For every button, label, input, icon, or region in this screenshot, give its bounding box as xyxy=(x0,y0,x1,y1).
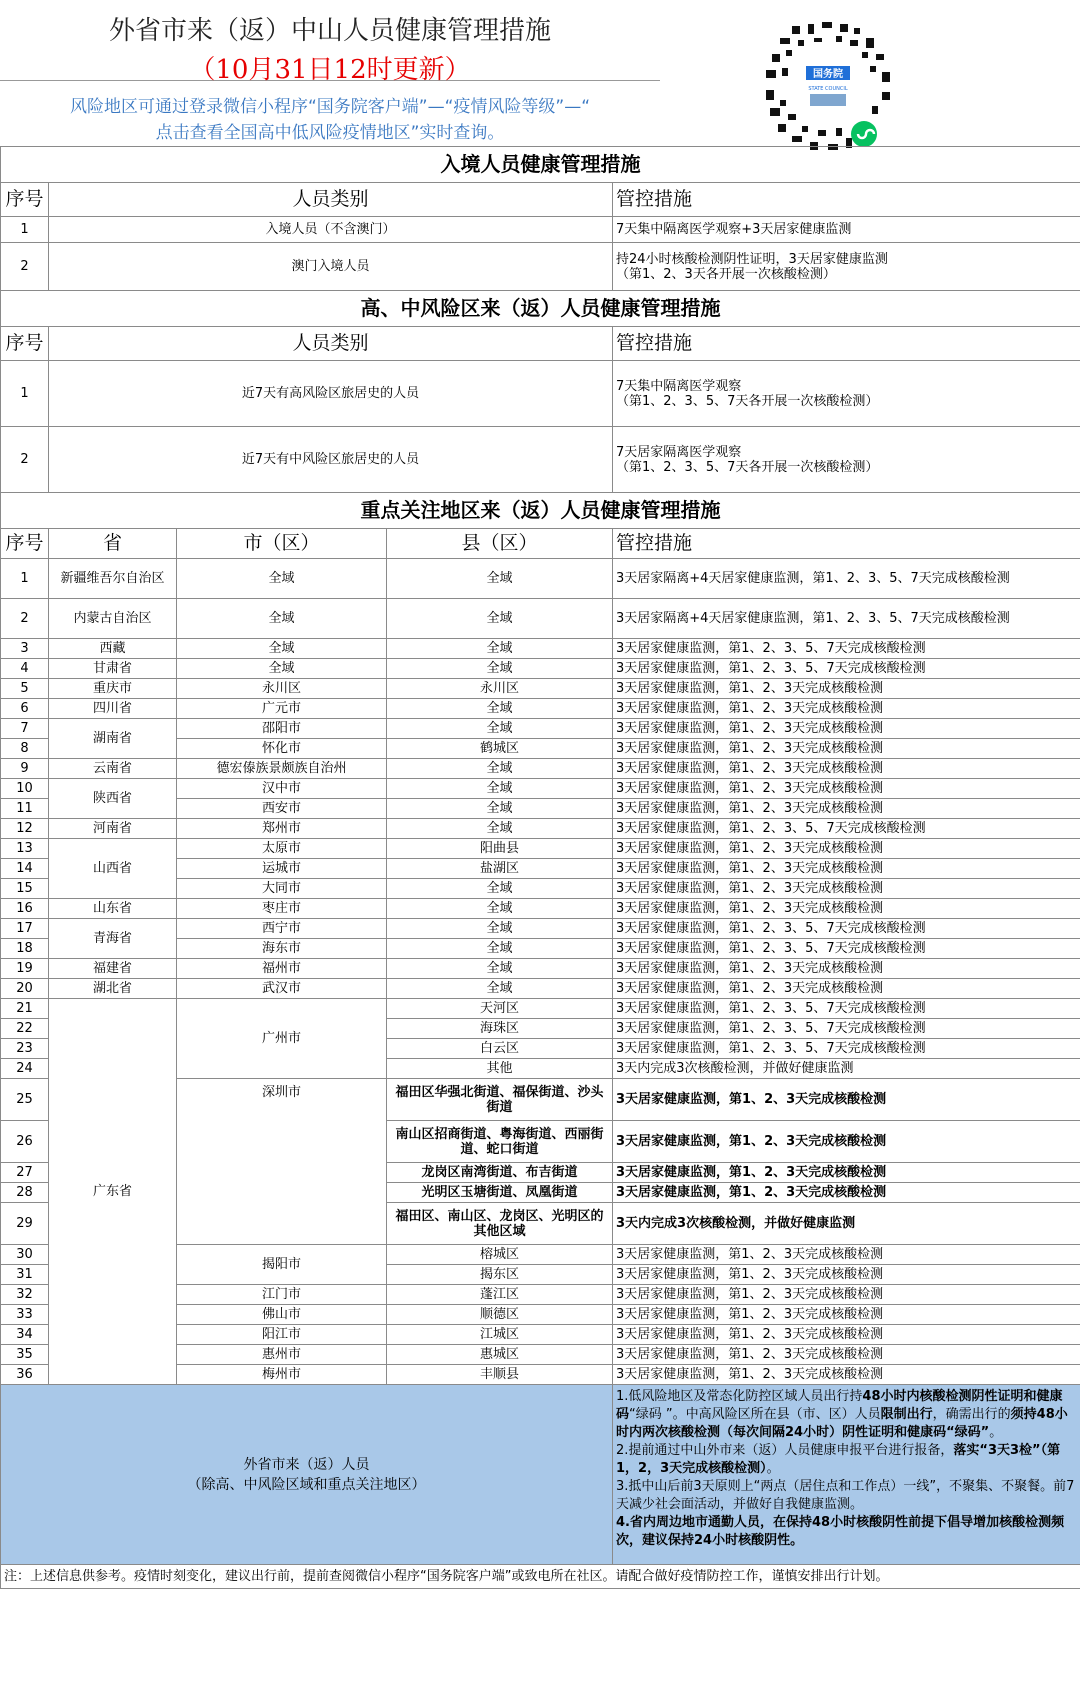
row-measure: 3天居家健康监测，第1、2、3天完成核酸检测 xyxy=(613,979,1080,999)
bottom-item-1-c: “绿码 ”。中高风险区所在县（市、区）人员 xyxy=(629,1407,881,1422)
row-county: 其他 xyxy=(387,1059,613,1079)
row-measure xyxy=(613,361,1080,427)
row-province: 山西省 xyxy=(49,839,177,899)
row-county: 全域 xyxy=(387,959,613,979)
bottom-item-2 xyxy=(616,1442,1077,1478)
row-measure: 3天居家健康监测，第1、2、3天完成核酸检测 xyxy=(613,899,1080,919)
header xyxy=(0,0,1080,165)
row-county: 全域 xyxy=(387,979,613,999)
row-county: 全域 xyxy=(387,559,613,599)
row-no: 1 xyxy=(1,361,49,427)
bottom-item-1-f: 须持48小时内两次核酸检测（每次间隔24小时）阴性证明和健康码 xyxy=(616,1407,1068,1440)
qr-code-icon xyxy=(752,10,904,162)
footer-row xyxy=(1,1565,1080,1589)
table-row xyxy=(1,819,1080,839)
table-row xyxy=(1,959,1080,979)
row-no: 12 xyxy=(1,819,49,839)
row-city: 梅州市 xyxy=(177,1365,387,1385)
bottom-label-line-2: （除高、中风险区域和重点关注地区） xyxy=(187,1476,426,1493)
row-city: 汉中市 xyxy=(177,779,387,799)
row-measure: 3天居家健康监测，第1、2、3天完成核酸检测 xyxy=(613,719,1080,739)
row-province: 四川省 xyxy=(49,699,177,719)
row-measure: 3天居家健康监测，第1、2、3天完成核酸检测 xyxy=(613,739,1080,759)
row-no: 27 xyxy=(1,1163,49,1183)
bottom-item-1-a: 1.低风险地区及常态化防控区域人员出行持 xyxy=(616,1389,863,1404)
row-city: 佛山市 xyxy=(177,1305,387,1325)
col-header-measure: 管控措施 xyxy=(613,529,1080,559)
row-no: 8 xyxy=(1,739,49,759)
row-measure: 3天居家健康监测，第1、2、3天完成核酸检测 xyxy=(613,1365,1080,1385)
bottom-item-2-b: 落实 xyxy=(953,1443,980,1458)
row-no: 29 xyxy=(1,1203,49,1245)
row-county: 全域 xyxy=(387,599,613,639)
table-row xyxy=(1,599,1080,639)
row-measure: 3天居家健康监测，第1、2、3天完成核酸检测 xyxy=(613,1285,1080,1305)
row-no: 26 xyxy=(1,1121,49,1163)
row-city: 太原市 xyxy=(177,839,387,859)
row-measure: 3天居家健康监测，第1、2、3、5、7天完成核酸检测 xyxy=(613,819,1080,839)
col-header-city: 市（区） xyxy=(177,529,387,559)
bottom-item-3: 3.抵中山后前3天原则上“两点（居住点和工作点）一线”，不聚集、不聚餐。前7天减少社会面活动，并做好自我健康监测。 xyxy=(616,1479,1075,1512)
row-county: 揭东区 xyxy=(387,1265,613,1285)
bottom-label-line-1: 外省市来（返）人员 xyxy=(243,1456,370,1473)
row-province: 山东省 xyxy=(49,899,177,919)
col-header-no: 序号 xyxy=(1,327,49,361)
measure-line: 7天集中隔离医学观察+3天居家健康监测 xyxy=(616,222,852,237)
row-city: 西宁市 xyxy=(177,919,387,939)
row-no: 22 xyxy=(1,1019,49,1039)
row-county: 全域 xyxy=(387,639,613,659)
row-county: 福田区华强北街道、福保街道、沙头街道 xyxy=(387,1079,613,1121)
bottom-item-1-g: “绿码” xyxy=(946,1425,990,1440)
row-measure xyxy=(613,243,1080,291)
bottom-label xyxy=(1,1385,613,1565)
row-city: 德宏傣族景颇族自治州 xyxy=(177,759,387,779)
table-row xyxy=(1,979,1080,999)
row-county: 惠城区 xyxy=(387,1345,613,1365)
row-county: 全域 xyxy=(387,939,613,959)
row-no: 2 xyxy=(1,599,49,639)
row-province: 重庆市 xyxy=(49,679,177,699)
row-measure: 3天内完成3次核酸检测，并做好健康监测 xyxy=(613,1059,1080,1079)
row-city: 深圳市 xyxy=(177,1079,387,1245)
row-no: 7 xyxy=(1,719,49,739)
row-city: 枣庄市 xyxy=(177,899,387,919)
row-city: 全域 xyxy=(177,559,387,599)
bottom-item-1-b: 48小时内核酸检测阴性证明和健康码 xyxy=(616,1389,1063,1422)
row-no: 32 xyxy=(1,1285,49,1305)
row-county: 龙岗区南湾街道、布吉街道 xyxy=(387,1163,613,1183)
row-city: 郑州市 xyxy=(177,819,387,839)
row-county: 光明区玉塘街道、凤凰街道 xyxy=(387,1183,613,1203)
bottom-item-2-a: 2.提前通过中山外市来（返）人员健康申报平台进行报备， xyxy=(616,1443,954,1458)
row-no: 25 xyxy=(1,1079,49,1121)
notice-line-1: 风险地区可通过登录微信小程序“国务院客户端”—“疫情风险等级”—“ xyxy=(69,97,591,117)
row-measure: 3天居家健康监测，第1、2、3天完成核酸检测 xyxy=(613,1305,1080,1325)
row-no: 24 xyxy=(1,1059,49,1079)
row-no: 15 xyxy=(1,879,49,899)
row-measure: 3天居家健康监测，第1、2、3天完成核酸检测 xyxy=(613,1079,1080,1121)
row-county: 阳曲县 xyxy=(387,839,613,859)
row-province: 西藏 xyxy=(49,639,177,659)
row-county: 全域 xyxy=(387,779,613,799)
row-city: 海东市 xyxy=(177,939,387,959)
row-no: 11 xyxy=(1,799,49,819)
row-city: 福州市 xyxy=(177,959,387,979)
col-header-no: 序号 xyxy=(1,183,49,217)
row-measure xyxy=(613,427,1080,493)
row-measure: 3天居家健康监测，第1、2、3、5、7天完成核酸检测 xyxy=(613,999,1080,1019)
table-row xyxy=(1,559,1080,599)
title-box xyxy=(0,0,660,85)
row-city: 大同市 xyxy=(177,879,387,899)
row-measure: 3天居家健康监测，第1、2、3天完成核酸检测 xyxy=(613,1121,1080,1163)
table-row xyxy=(1,659,1080,679)
row-city: 西安市 xyxy=(177,799,387,819)
row-county: 福田区、南山区、龙岗区、光明区的其他区域 xyxy=(387,1203,613,1245)
row-measure: 3天居家健康监测，第1、2、3、5、7天完成核酸检测 xyxy=(613,659,1080,679)
row-no: 17 xyxy=(1,919,49,939)
main-table xyxy=(0,146,1080,1589)
bottom-item-2-c: “3天3检” xyxy=(979,1443,1041,1458)
row-no: 35 xyxy=(1,1345,49,1365)
row-measure: 3天居家健康监测，第1、2、3天完成核酸检测 xyxy=(613,959,1080,979)
row-no: 28 xyxy=(1,1183,49,1203)
row-no: 3 xyxy=(1,639,49,659)
row-measure: 3天居家健康监测，第1、2、3天完成核酸检测 xyxy=(613,879,1080,899)
row-measure: 3天居家健康监测，第1、2、3、5、7天完成核酸检测 xyxy=(613,939,1080,959)
row-county: 全域 xyxy=(387,879,613,899)
table-row xyxy=(1,639,1080,659)
row-county: 全域 xyxy=(387,919,613,939)
col-header-county: 县（区） xyxy=(387,529,613,559)
bottom-item-2-d: （第1，2，3天完成核酸检测） xyxy=(616,1443,1061,1476)
row-county: 全域 xyxy=(387,899,613,919)
row-measure: 3天内完成3次核酸检测，并做好健康监测 xyxy=(613,1203,1080,1245)
row-category: 近7天有高风险区旅居史的人员 xyxy=(49,361,613,427)
row-measure: 3天居家健康监测，第1、2、3天完成核酸检测 xyxy=(613,779,1080,799)
row-measure: 3天居家隔离+4天居家健康监测，第1、2、3、5、7天完成核酸检测 xyxy=(613,599,1080,639)
row-county: 全域 xyxy=(387,759,613,779)
section-title-risk-area: 高、中风险区来（返）人员健康管理措施 xyxy=(1,291,1080,327)
row-county: 天河区 xyxy=(387,999,613,1019)
row-county: 蓬江区 xyxy=(387,1285,613,1305)
table-row xyxy=(1,999,1080,1019)
row-no: 2 xyxy=(1,427,49,493)
row-no: 20 xyxy=(1,979,49,999)
row-measure: 3天居家健康监测，第1、2、3天完成核酸检测 xyxy=(613,839,1080,859)
row-province: 新疆维吾尔自治区 xyxy=(49,559,177,599)
bottom-item-1-e: ，确需出行的 xyxy=(932,1407,1011,1422)
row-city: 江门市 xyxy=(177,1285,387,1305)
row-no: 33 xyxy=(1,1305,49,1325)
bottom-item-1-d: 限制出行 xyxy=(880,1407,933,1422)
update-time: （10月31日12时更新） xyxy=(189,55,471,85)
row-measure: 3天居家健康监测，第1、2、3天完成核酸检测 xyxy=(613,759,1080,779)
row-county: 丰顺县 xyxy=(387,1365,613,1385)
row-measure: 3天居家健康监测，第1、2、3天完成核酸检测 xyxy=(613,859,1080,879)
row-county: 全域 xyxy=(387,819,613,839)
row-no: 6 xyxy=(1,699,49,719)
row-no: 9 xyxy=(1,759,49,779)
row-measure: 3天居家隔离+4天居家健康监测，第1、2、3、5、7天完成核酸检测 xyxy=(613,559,1080,599)
qr-label: 国务院 xyxy=(813,69,843,80)
row-measure: 3天居家健康监测，第1、2、3天完成核酸检测 xyxy=(613,1345,1080,1365)
row-no: 30 xyxy=(1,1245,49,1265)
row-county: 全域 xyxy=(387,659,613,679)
row-city: 运城市 xyxy=(177,859,387,879)
row-county: 南山区招商街道、粤海街道、西丽街道、蛇口街道 xyxy=(387,1121,613,1163)
row-city: 全域 xyxy=(177,659,387,679)
row-county: 鹤城区 xyxy=(387,739,613,759)
row-province: 甘肃省 xyxy=(49,659,177,679)
row-no: 31 xyxy=(1,1265,49,1285)
row-county: 顺德区 xyxy=(387,1305,613,1325)
qr-code[interactable] xyxy=(752,10,904,162)
section-title-focus-area: 重点关注地区来（返）人员健康管理措施 xyxy=(1,493,1080,529)
row-no: 4 xyxy=(1,659,49,679)
row-city: 武汉市 xyxy=(177,979,387,999)
row-measure: 3天居家健康监测，第1、2、3天完成核酸检测 xyxy=(613,1245,1080,1265)
measure-line-2: （第1、2、3、5、7天各开展一次核酸检测） xyxy=(616,459,879,475)
row-no: 13 xyxy=(1,839,49,859)
row-no: 2 xyxy=(1,243,49,291)
row-county: 江城区 xyxy=(387,1325,613,1345)
measure-line-2: （第1、2、3天各开展一次核酸检测） xyxy=(616,266,836,282)
row-province: 广东省 xyxy=(49,999,177,1385)
page-title: 外省市来（返）中山人员健康管理措施 xyxy=(108,16,551,46)
table-row xyxy=(1,919,1080,939)
qr-sub: STATE COUNCIL xyxy=(808,86,848,92)
row-no: 36 xyxy=(1,1365,49,1385)
row-county: 白云区 xyxy=(387,1039,613,1059)
row-province: 湖北省 xyxy=(49,979,177,999)
col-header-measure: 管控措施 xyxy=(613,183,1080,217)
col-header-province: 省 xyxy=(49,529,177,559)
row-no: 18 xyxy=(1,939,49,959)
row-no: 10 xyxy=(1,779,49,799)
row-province: 河南省 xyxy=(49,819,177,839)
table-row xyxy=(1,699,1080,719)
row-province: 云南省 xyxy=(49,759,177,779)
row-no: 19 xyxy=(1,959,49,979)
row-county: 全域 xyxy=(387,719,613,739)
table-row xyxy=(1,759,1080,779)
row-category: 澳门入境人员 xyxy=(49,243,613,291)
measure-line: 7天集中隔离医学观察 xyxy=(616,378,742,394)
row-no: 1 xyxy=(1,559,49,599)
row-measure: 3天居家健康监测，第1、2、3、5、7天完成核酸检测 xyxy=(613,919,1080,939)
row-county: 盐湖区 xyxy=(387,859,613,879)
row-measure: 3天居家健康监测，第1、2、3天完成核酸检测 xyxy=(613,1325,1080,1345)
row-no: 21 xyxy=(1,999,49,1019)
table-row xyxy=(1,361,1080,427)
row-measure: 3天居家健康监测，第1、2、3天完成核酸检测 xyxy=(613,1183,1080,1203)
row-category: 近7天有中风险区旅居史的人员 xyxy=(49,427,613,493)
col-header-measure: 管控措施 xyxy=(613,327,1080,361)
row-city: 广元市 xyxy=(177,699,387,719)
table-row xyxy=(1,217,1080,243)
row-no: 16 xyxy=(1,899,49,919)
row-measure xyxy=(613,217,1080,243)
row-measure: 3天居家健康监测，第1、2、3、5、7天完成核酸检测 xyxy=(613,1019,1080,1039)
table-row xyxy=(1,679,1080,699)
row-city: 永川区 xyxy=(177,679,387,699)
row-county: 全域 xyxy=(387,799,613,819)
row-no: 14 xyxy=(1,859,49,879)
bottom-block xyxy=(1,1385,1080,1565)
table-row xyxy=(1,839,1080,859)
row-city: 全域 xyxy=(177,639,387,659)
row-county: 榕城区 xyxy=(387,1245,613,1265)
col-header-no: 序号 xyxy=(1,529,49,559)
measure-line: 持24小时核酸检测阴性证明，3天居家健康监测 xyxy=(616,251,888,267)
row-city: 怀化市 xyxy=(177,739,387,759)
row-measure: 3天居家健康监测，第1、2、3天完成核酸检测 xyxy=(613,1163,1080,1183)
bottom-item-4: 4.省内周边地市通勤人员，在保持48小时核酸阴性前提下倡导增加核酸检测频次，建议保持24小时核酸阴性。 xyxy=(616,1515,1065,1548)
bottom-item-2-e: 。 xyxy=(766,1461,780,1476)
table-row xyxy=(1,243,1080,291)
row-measure: 3天居家健康监测，第1、2、3、5、7天完成核酸检测 xyxy=(613,1039,1080,1059)
row-city: 邵阳市 xyxy=(177,719,387,739)
table-row xyxy=(1,779,1080,799)
table-row xyxy=(1,899,1080,919)
row-no: 23 xyxy=(1,1039,49,1059)
table-row xyxy=(1,427,1080,493)
row-measure: 3天居家健康监测，第1、2、3、5、7天完成核酸检测 xyxy=(613,639,1080,659)
row-province: 福建省 xyxy=(49,959,177,979)
measure-line-2: （第1、2、3、5、7天各开展一次核酸检测） xyxy=(616,393,879,409)
row-province: 青海省 xyxy=(49,919,177,959)
row-province: 湖南省 xyxy=(49,719,177,759)
row-measure: 3天居家健康监测，第1、2、3天完成核酸检测 xyxy=(613,1265,1080,1285)
row-no: 34 xyxy=(1,1325,49,1345)
footer-note: 注：上述信息供参考。疫情时刻变化，建议出行前，提前查阅微信小程序“国务院客户端”或致电所在社区。请配合做好疫情防控工作，谨慎安排出行计划。 xyxy=(1,1565,1080,1589)
row-city: 全域 xyxy=(177,599,387,639)
row-county: 海珠区 xyxy=(387,1019,613,1039)
row-no: 5 xyxy=(1,679,49,699)
table-row xyxy=(1,719,1080,739)
row-city: 广州市 xyxy=(177,999,387,1079)
bottom-item-1-h: 。 xyxy=(989,1425,1003,1440)
notice-line-2: 点击查看全国高中低风险疫情地区”实时查询。 xyxy=(155,123,505,143)
col-header-category: 人员类别 xyxy=(49,183,613,217)
row-city: 揭阳市 xyxy=(177,1245,387,1285)
row-city: 惠州市 xyxy=(177,1345,387,1365)
row-province: 内蒙古自治区 xyxy=(49,599,177,639)
section-title-entry: 入境人员健康管理措施 xyxy=(1,147,1080,183)
row-measure: 3天居家健康监测，第1、2、3天完成核酸检测 xyxy=(613,799,1080,819)
bottom-measures xyxy=(613,1385,1080,1565)
row-county: 全域 xyxy=(387,699,613,719)
col-header-category: 人员类别 xyxy=(49,327,613,361)
bottom-item-1 xyxy=(616,1388,1077,1442)
row-measure: 3天居家健康监测，第1、2、3天完成核酸检测 xyxy=(613,699,1080,719)
row-no: 1 xyxy=(1,217,49,243)
row-province: 陕西省 xyxy=(49,779,177,819)
row-measure: 3天居家健康监测，第1、2、3天完成核酸检测 xyxy=(613,679,1080,699)
row-county: 永川区 xyxy=(387,679,613,699)
row-city: 阳江市 xyxy=(177,1325,387,1345)
row-category: 入境人员（不含澳门） xyxy=(49,217,613,243)
measure-line: 7天居家隔离医学观察 xyxy=(616,444,742,460)
